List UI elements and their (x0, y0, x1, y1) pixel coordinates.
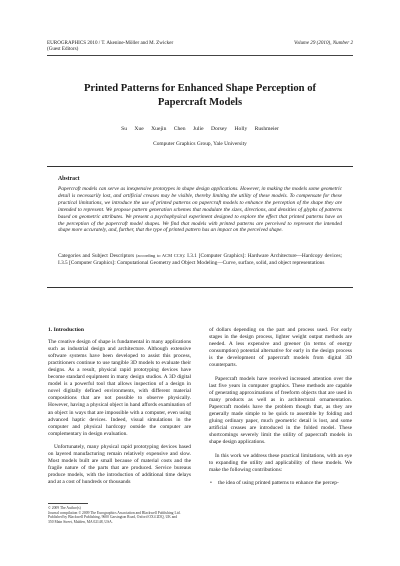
header-left (47, 40, 173, 52)
footnote-line: 350 Main Street, Malden, MA 02148, USA. (48, 519, 113, 524)
body-paragraph: The creative design of shape is fundamental in many applications such as industrial design and architecture. Although extensive software systems have been developed to assist this process, practitioners continue to use tangible 3D models to evaluate their designs. As a result, physical rapid prototyping devices have become standard equipment in many design studios. A 3D digital model is a powerful tool that allows inspection of a design in novel digitally defined environments, with different material compositions that are not possible to observe physically. However, having a physical object in hand affords examination of an object in ways that are impossible with a computer, even using advanced haptic devices. Indeed, visual simulations in the computer and physical hardcopy outside the computer are complementary in design evaluation. (48, 339, 191, 437)
footnote-line: Published by Blackwell Publishing, 9600 Garsington Road, Oxford OX4 2DQ, UK and (48, 515, 178, 520)
bullet-icon: • (210, 480, 212, 487)
categories-note: (according to ACM CCS) (136, 253, 184, 258)
body-paragraph: Unfortunately, many physical rapid prototyping devices based on layered manufacturing remain relatively expensive and slow. Most models built are small because of material costs and the fragile nature of the parts that are produced. Service bureaus produce models, with the introduction of additional time delays and at a cost of hundreds or thousands (48, 444, 191, 486)
abstract-text: Papercraft models can serve as inexpensive prototypes in shape design applications. However, in making the models some geometric detail is necessarily lost, and artificial creases may be visible, thereby limiting the utility of these models. To compensate for these practical limitations, we introduce the use of printed patterns on papercraft models to enhance the perception of the shape they are intended to represent. We propose pattern generation schemes that modulate the sizes, directions, and densities of glyphs of patterns based on geometric attributes. We present a psychophysical experiment designed to explore the effect that printed patterns have on the perception of the papercraft model shapes. We find that models with printed patterns are perceived to represent the intended shape more accurately, and, further, that the type of printed pattern has an impact on the perceived shape. (58, 186, 342, 234)
categories-label: Categories and Subject Descriptors (58, 253, 135, 259)
section-heading: 1. Introduction (48, 327, 84, 333)
body-paragraph: Papercraft models have received increased attention over the last five years in computer graphics. These methods are capable of generating approximations of freeform objects that are used in many products as well as in architectural ornamentation. Papercraft models have the problem though that, as they are generally made simple to be quick to assemble by folding and gluing ordinary paper, much geometric detail is lost, and some artificial creases are introduced in the folded model. These shortcomings severely limit the utility of papercraft models in shape design applications. (209, 375, 352, 446)
footnote-line: Journal compilation © 2009 The Eurographics Association and Blackwell Publishing Ltd. (48, 510, 181, 515)
categories-text: : I.3.1 [Computer Graphics]: Hardware Architecture—Hardcopy devices; I.3.5 [Computer Graphics]: Computational Geometry and Object Modeling—Curve, surface, solid, and object representations (58, 253, 343, 266)
bullet-text: the idea of using printed patterns to enhance the percep- (218, 480, 339, 487)
body-paragraph: of dollars depending on the part and process used. For early stages in the design process, lighter weight output methods are needed. A less expensive and greener (in terms of energy consumption) potential alternative for early in the design process is the development of papercraft models from digital 3D counterparts. (209, 327, 352, 369)
abstract-bottom-rule (47, 287, 353, 288)
copyright-footnote (48, 506, 198, 524)
header-rule (47, 55, 353, 56)
title-line-1: Printed Patterns for Enhanced Shape Perception of (83, 83, 317, 94)
affiliation: Computer Graphics Group, Yale University (153, 141, 247, 147)
author-name: Holly Rushmeier (234, 126, 279, 132)
author-name: Julie Dorsey (192, 126, 228, 132)
author-name: Xuejin Chen (151, 126, 186, 132)
contribution-bullet (209, 480, 352, 487)
footnote-rule (48, 503, 88, 504)
right-column (209, 327, 352, 487)
left-column (48, 327, 191, 493)
title-line-2: Papercraft Models (157, 96, 243, 108)
body-paragraph: In this work we address these practical limitations, with an eye to expanding the utility and applicability of these models. We make the following contributions: (209, 452, 352, 473)
paper-title (47, 82, 353, 110)
author-list (47, 126, 353, 133)
header-conference: EUROGRAPHICS 2010 / T. Akenine-Möller and M. Zwicker (47, 40, 174, 46)
abstract-top-rule (47, 166, 353, 167)
author-name: Su Xue (121, 126, 144, 132)
footnote-line: © 2009 The Author(s) (48, 506, 81, 510)
header-volume: Volume 29 (2010), Number 2 (294, 40, 353, 46)
categories-block (58, 253, 342, 267)
abstract-heading: Abstract (58, 176, 80, 182)
header-editors: (Guest Editors) (47, 46, 79, 53)
